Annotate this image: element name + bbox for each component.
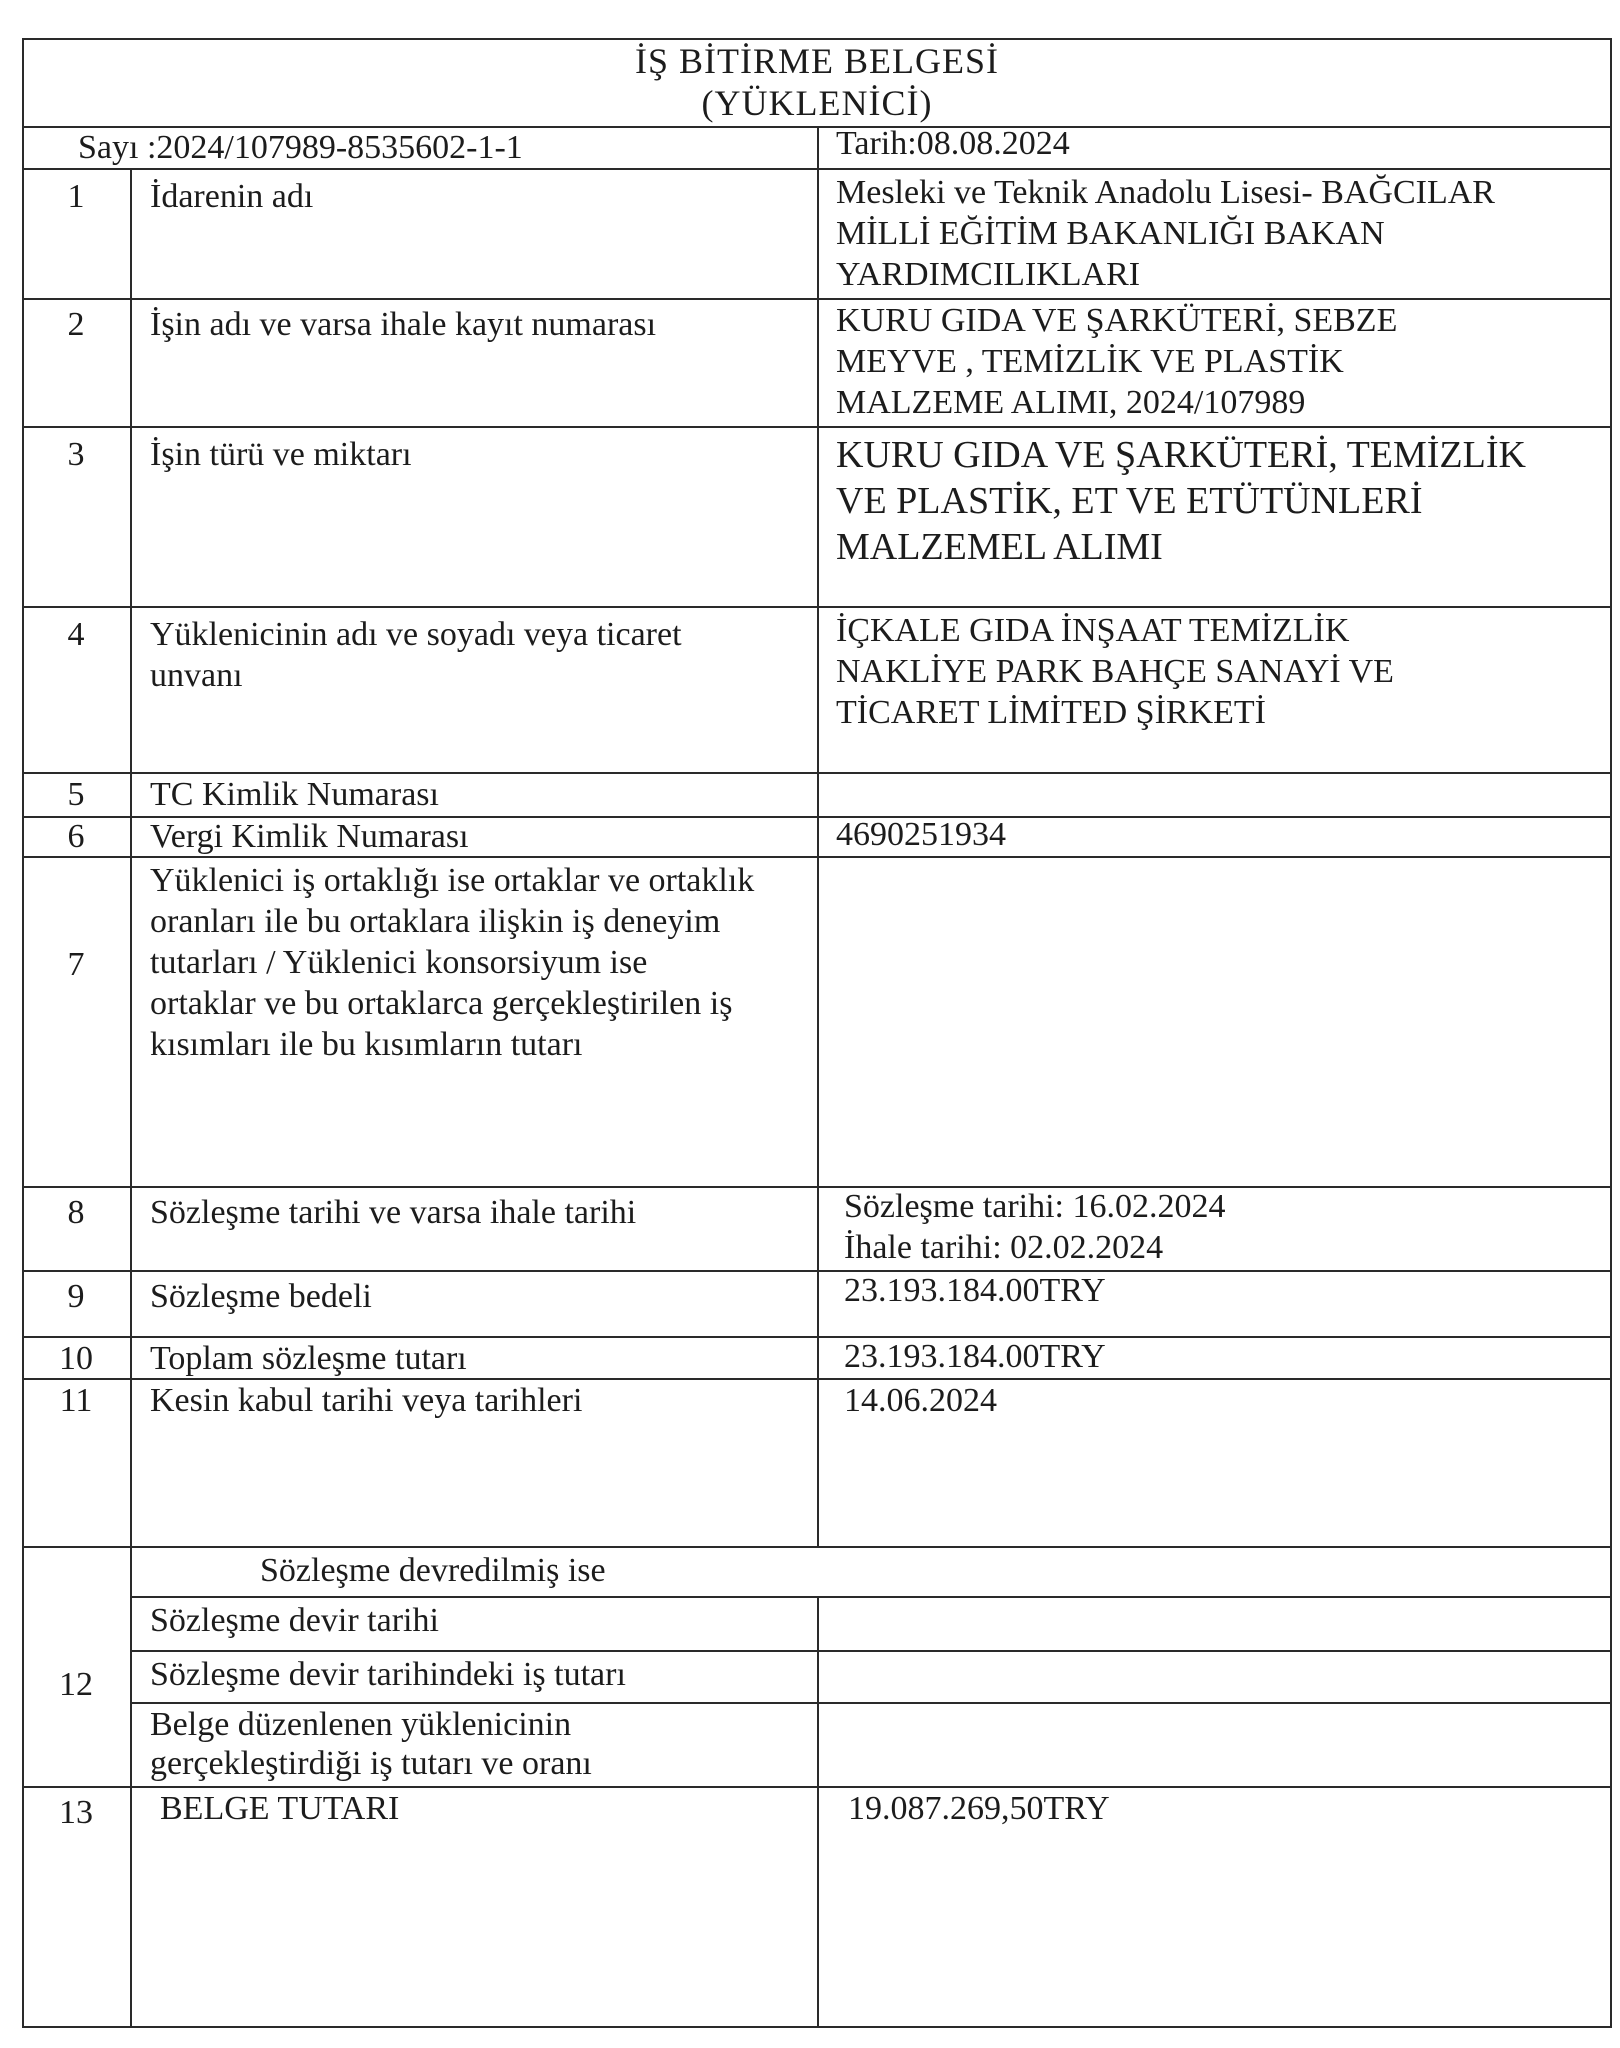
row-value: VE PLASTİK, ET VE ETÜTÜNLERİ <box>836 480 1423 522</box>
rule <box>130 1596 1612 1598</box>
row-value: KURU GIDA VE ŞARKÜTERİ, SEBZE <box>836 302 1398 339</box>
row-label: Belge düzenlenen yüklenicinin <box>150 1706 572 1743</box>
row-number: 2 <box>67 306 85 343</box>
column-divider <box>130 1546 132 2026</box>
row-value: 19.087.269,50TRY <box>848 1790 1110 1827</box>
row-value: MİLLİ EĞİTİM BAKANLIĞI BAKAN <box>836 215 1385 252</box>
row-label: unvanı <box>150 657 243 694</box>
column-divider <box>817 168 819 1546</box>
row-label: Sözleşme devir tarihindeki iş tutarı <box>150 1656 626 1693</box>
document-date: Tarih:08.08.2024 <box>836 125 1070 162</box>
rule <box>130 1650 1612 1652</box>
row-label: TC Kimlik Numarası <box>150 776 439 813</box>
row-value: İhale tarihi: 02.02.2024 <box>844 1229 1164 1266</box>
completion-certificate <box>22 38 1612 2028</box>
row-label: Toplam sözleşme tutarı <box>150 1340 467 1377</box>
rule <box>22 1546 1612 1548</box>
row-number: 10 <box>59 1340 93 1377</box>
document-title: İŞ BİTİRME BELGESİ <box>635 41 999 81</box>
row-number: 9 <box>67 1278 85 1315</box>
reference-number: Sayı :2024/107989-8535602-1-1 <box>78 129 523 166</box>
row-value: TİCARET LİMİTED ŞİRKETİ <box>836 694 1266 731</box>
row-number: 7 <box>67 946 85 983</box>
row-value: 23.193.184.00TRY <box>844 1272 1106 1309</box>
row-number: 6 <box>67 818 85 855</box>
row-label: gerçekleştirdiği iş tutarı ve oranı <box>150 1745 592 1782</box>
row-label: Vergi Kimlik Numarası <box>150 818 469 855</box>
row-value: MALZEMEL ALIMI <box>836 526 1163 568</box>
row-label: tutarları / Yüklenici konsorsiyum ise <box>150 944 648 981</box>
row-number: 12 <box>59 1666 93 1703</box>
row-label: Yüklenicinin adı ve soyadı veya ticaret <box>150 616 682 653</box>
column-divider <box>817 1596 819 2026</box>
row-value: İÇKALE GIDA İNŞAAT TEMİZLİK <box>836 612 1350 649</box>
row-value: 14.06.2024 <box>844 1382 997 1419</box>
row-number: 4 <box>67 616 85 653</box>
row-value: KURU GIDA VE ŞARKÜTERİ, TEMİZLİK <box>836 434 1526 476</box>
row-label: kısımları ile bu kısımların tutarı <box>150 1026 583 1063</box>
row-value: Mesleki ve Teknik Anadolu Lisesi- BAĞCILAR <box>836 174 1495 211</box>
row-label: Sözleşme tarihi ve varsa ihale tarihi <box>150 1194 637 1231</box>
row-number: 5 <box>67 776 85 813</box>
row-value: NAKLİYE PARK BAHÇE SANAYİ VE <box>836 653 1394 690</box>
row-number: 1 <box>67 178 85 215</box>
row-value: MEYVE , TEMİZLİK VE PLASTİK <box>836 343 1344 380</box>
row-label: ortaklar ve bu ortaklarca gerçekleştirilen iş <box>150 985 733 1022</box>
row-label: Sözleşme devir tarihi <box>150 1602 439 1639</box>
row-label: Yüklenici iş ortaklığı ise ortaklar ve ortaklık <box>150 862 755 899</box>
row-label: İşin türü ve miktarı <box>150 436 412 473</box>
column-divider <box>130 168 132 1546</box>
row-number: 11 <box>59 1382 93 1419</box>
transfer-header: Sözleşme devredilmiş ise <box>260 1552 606 1589</box>
row-value: 23.193.184.00TRY <box>844 1338 1106 1375</box>
row-value: 4690251934 <box>836 816 1006 853</box>
row-number: 8 <box>67 1194 85 1231</box>
row-value: MALZEME ALIMI, 2024/107989 <box>836 384 1306 421</box>
row-label: İdarenin adı <box>150 178 314 215</box>
border-bottom <box>22 2026 1612 2028</box>
row-label: BELGE TUTARI <box>160 1790 400 1827</box>
document-subtitle: (YÜKLENİCİ) <box>701 83 933 123</box>
column-divider <box>817 126 819 168</box>
row-number: 3 <box>67 436 85 473</box>
row-label: Sözleşme bedeli <box>150 1278 372 1315</box>
border-right <box>1610 38 1612 2028</box>
row-label: Kesin kabul tarihi veya tarihleri <box>150 1382 583 1419</box>
row-value: Sözleşme tarihi: 16.02.2024 <box>844 1188 1226 1225</box>
row-number: 13 <box>59 1794 93 1831</box>
row-label: oranları ile bu ortaklara ilişkin iş deneyim <box>150 903 721 940</box>
row-label: İşin adı ve varsa ihale kayıt numarası <box>150 306 657 343</box>
row-value: YARDIMCILIKLARI <box>836 256 1141 293</box>
